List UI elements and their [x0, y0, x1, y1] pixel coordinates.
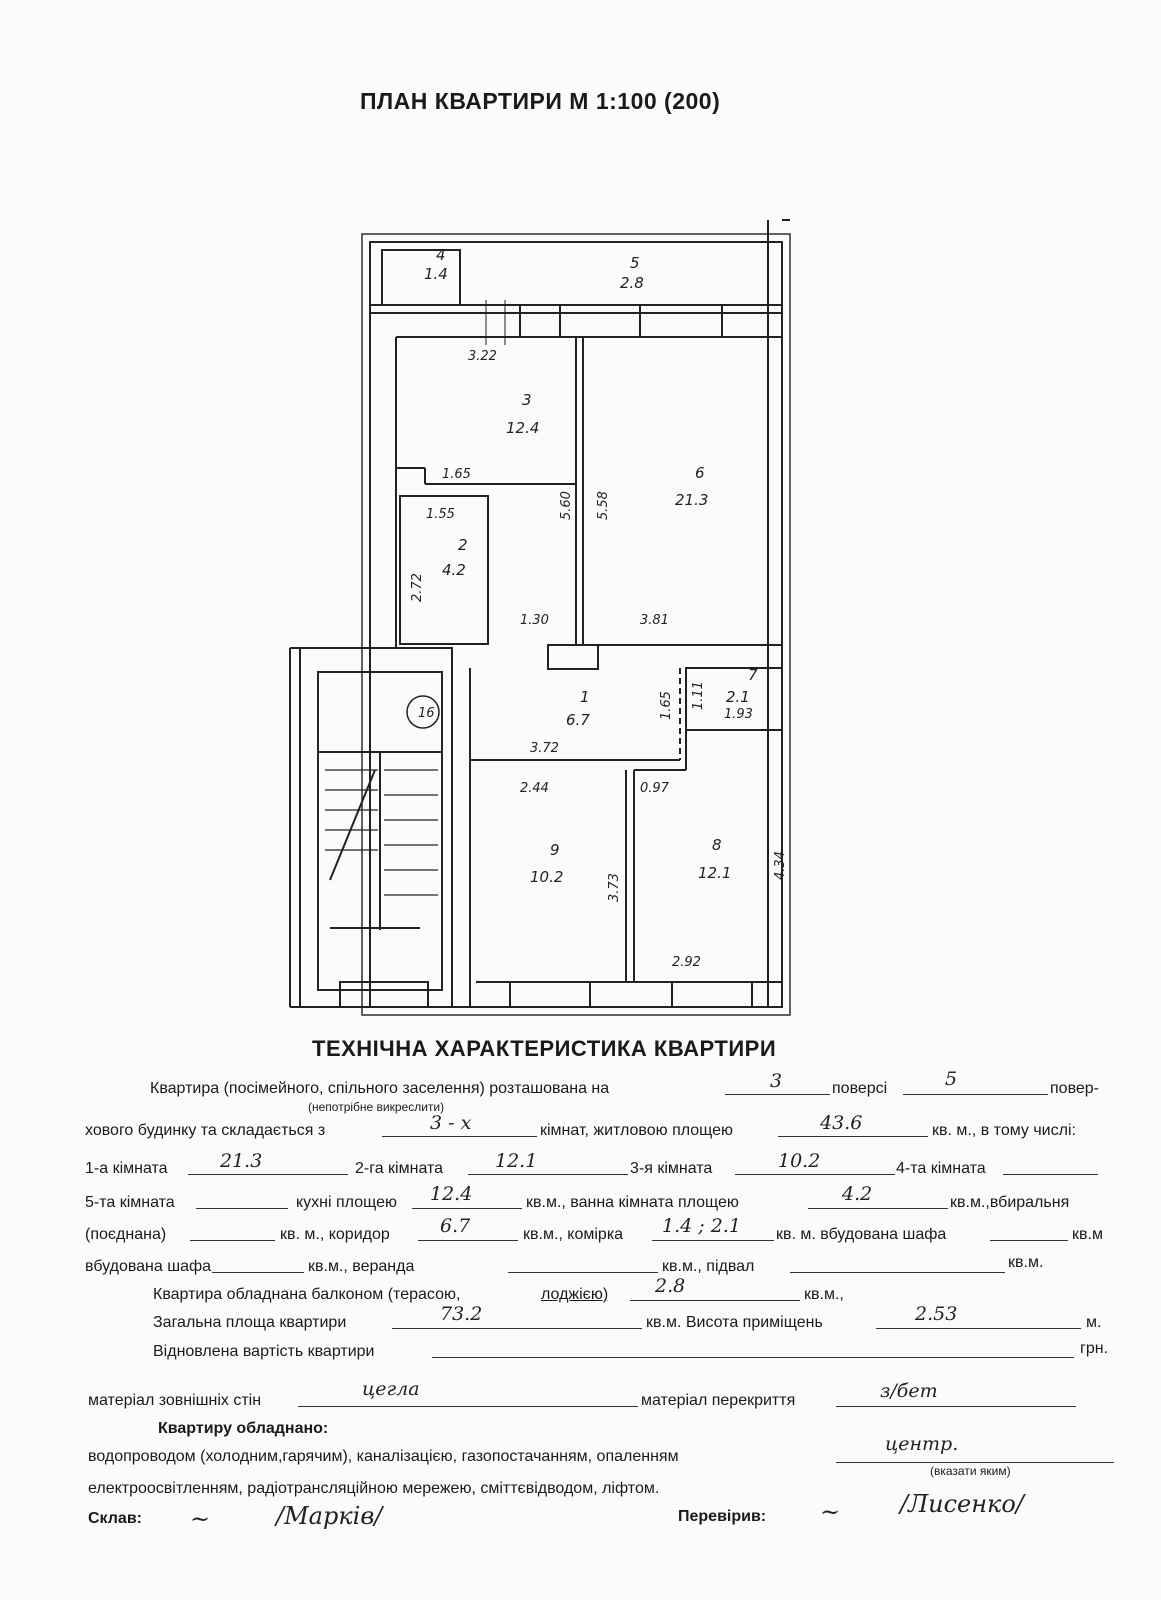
window	[640, 305, 722, 337]
room1-value: 21.3	[220, 1150, 263, 1172]
form-text: хового будинку та складається з	[85, 1122, 326, 1139]
room-2-area: 4.2	[442, 561, 466, 579]
equipped-heading: Квартиру обладнано:	[158, 1420, 329, 1437]
form-text: кв.м., ванна кімната площею	[526, 1194, 739, 1211]
storage-value: 1.4 ; 2.1	[662, 1215, 741, 1237]
room-9-number: 9	[550, 841, 560, 859]
rooms-count-value: 3 - х	[430, 1112, 472, 1134]
form-text: кв.м	[1072, 1226, 1103, 1243]
form-text: Квартира (посімейного, спільного заселення) розташована на	[150, 1080, 610, 1097]
form-text: кв.м.,вбиральня	[950, 1194, 1070, 1211]
room-1-number: 1	[580, 688, 590, 706]
form-text: 1-а кімната	[85, 1160, 168, 1177]
form-text: лоджією)	[541, 1286, 609, 1303]
room-8-number: 8	[712, 836, 722, 854]
form-text: 3-я кімната	[630, 1160, 713, 1177]
form-text: водопроводом (холодним,гарячим), каналізацією, газопостачанням, опаленням	[88, 1448, 679, 1465]
loggia-value: 2.8	[655, 1275, 686, 1297]
dim-1-65: 1.65	[442, 467, 471, 482]
form-text: електроосвітленням, радіотрансляційною мережею, сміттєвідводом, ліфтом.	[88, 1480, 660, 1497]
form-text: кв. м., коридор	[280, 1226, 390, 1243]
form-text: кв.м.	[1008, 1254, 1044, 1271]
form-text: м.	[1086, 1314, 1102, 1331]
kitchen-value: 12.4	[430, 1183, 473, 1205]
room2-value: 12.1	[495, 1150, 538, 1172]
room-1-area: 6.7	[566, 711, 590, 729]
wall-block	[548, 645, 598, 669]
dim-3-22: 3.22	[468, 349, 497, 364]
form-text: Квартира обладнана балконом (терасою,	[153, 1286, 461, 1303]
plan-title: ПЛАН КВАРТИРИ М 1:100 (200)	[360, 88, 721, 114]
form-text: 5-та кімната	[85, 1194, 175, 1211]
dim-1-93: 1.93	[724, 707, 753, 722]
window	[672, 982, 752, 1007]
room-5-number: 5	[630, 254, 640, 272]
form-text: 2-га кімната	[355, 1160, 444, 1177]
floors-total-value: 5	[945, 1068, 958, 1090]
total-area-value: 73.2	[440, 1303, 483, 1325]
room-6-area: 21.3	[675, 491, 709, 509]
dim-1-11: 1.11	[691, 681, 706, 710]
compiled-by: /Марків/	[276, 1502, 383, 1530]
window	[340, 982, 428, 1007]
form-text: грн.	[1080, 1340, 1109, 1357]
form-text: кв.м.,	[804, 1286, 844, 1303]
form-text: кв.м., комірка	[523, 1226, 624, 1243]
floor-material-value: з/бет	[880, 1380, 938, 1402]
form-text: кімнат, житловою площею	[540, 1122, 734, 1139]
room-6-number: 6	[695, 464, 705, 482]
room-3-number: 3	[522, 391, 532, 409]
dim-1-65-b: 1.65	[659, 691, 674, 720]
form-text: кв. м., в тому числі:	[932, 1122, 1076, 1139]
dim-3-72: 3.72	[530, 741, 559, 756]
height-value: 2.53	[915, 1303, 958, 1325]
dim-2-92: 2.92	[672, 955, 701, 970]
room-4-number: 4	[436, 246, 446, 264]
room3-value: 10.2	[778, 1150, 821, 1172]
form-text: Відновлена вартість квартири	[153, 1343, 375, 1360]
room-7-number: 7	[748, 666, 758, 684]
tech-title: ТЕХНІЧНА ХАРАКТЕРИСТИКА КВАРТИРИ	[312, 1036, 777, 1061]
form-text: 4-та кімната	[896, 1160, 986, 1177]
dim-4-34: 4.34	[773, 851, 788, 880]
form-text: кв.м., підвал	[662, 1258, 755, 1275]
room-8-area: 12.1	[698, 864, 732, 882]
room-2-number: 2	[458, 536, 468, 554]
corridor-value: 6.7	[440, 1215, 471, 1237]
floor-value: 3	[770, 1070, 783, 1092]
form-text: матеріал зовнішніх стін	[88, 1392, 262, 1409]
form-text: (поєднана)	[85, 1226, 167, 1243]
dim-1-30: 1.30	[520, 613, 549, 628]
compiled-label: Склав:	[88, 1510, 142, 1527]
dim-0-97: 0.97	[640, 781, 669, 796]
window	[520, 305, 560, 337]
stair-marker-label: 16	[418, 706, 435, 721]
dim-2-44: 2.44	[520, 781, 549, 796]
room-4-walls	[382, 250, 460, 305]
form-text: Загальна площа квартири	[153, 1314, 347, 1331]
dim-1-55: 1.55	[426, 507, 455, 522]
room-4-area: 1.4	[424, 265, 448, 283]
form-text: вбудована шафа	[85, 1258, 212, 1275]
form-text: кв. м. вбудована шафа	[776, 1226, 947, 1243]
form-note: (непотрібне викреслити)	[308, 1100, 445, 1114]
stair-arrow	[330, 770, 375, 880]
wall-material-value: цегла	[362, 1378, 420, 1400]
room-7-area: 2.1	[726, 688, 750, 706]
form-text: кв.м., веранда	[308, 1258, 415, 1275]
checked-by: /Лисенко/	[900, 1490, 1024, 1518]
room-3-area: 12.4	[506, 419, 540, 437]
checked-label: Перевірив:	[678, 1508, 767, 1525]
dim-3-81: 3.81	[640, 613, 669, 628]
stairwell	[300, 648, 452, 1007]
form-text: кухні площею	[296, 1194, 397, 1211]
form-text: матеріал перекриття	[641, 1392, 796, 1409]
form-text: поверсі	[832, 1080, 888, 1097]
window	[510, 982, 590, 1007]
form-text: кв.м. Висота приміщень	[646, 1314, 823, 1331]
room-5-area: 2.8	[620, 274, 644, 292]
form-text: повер-	[1050, 1080, 1100, 1097]
room-9-area: 10.2	[530, 868, 564, 886]
heating-value: центр.	[885, 1433, 959, 1455]
dim-5-60: 5.60	[559, 491, 574, 520]
dim-2-72: 2.72	[410, 573, 425, 602]
bath-value: 4.2	[842, 1183, 873, 1205]
dim-5-58: 5.58	[596, 491, 611, 520]
form-note: (вказати яким)	[930, 1464, 1011, 1478]
checked-signature: ~	[820, 1498, 841, 1526]
dim-3-73: 3.73	[607, 873, 622, 902]
living-area-value: 43.6	[820, 1112, 863, 1134]
compiled-signature: ~	[190, 1505, 211, 1533]
